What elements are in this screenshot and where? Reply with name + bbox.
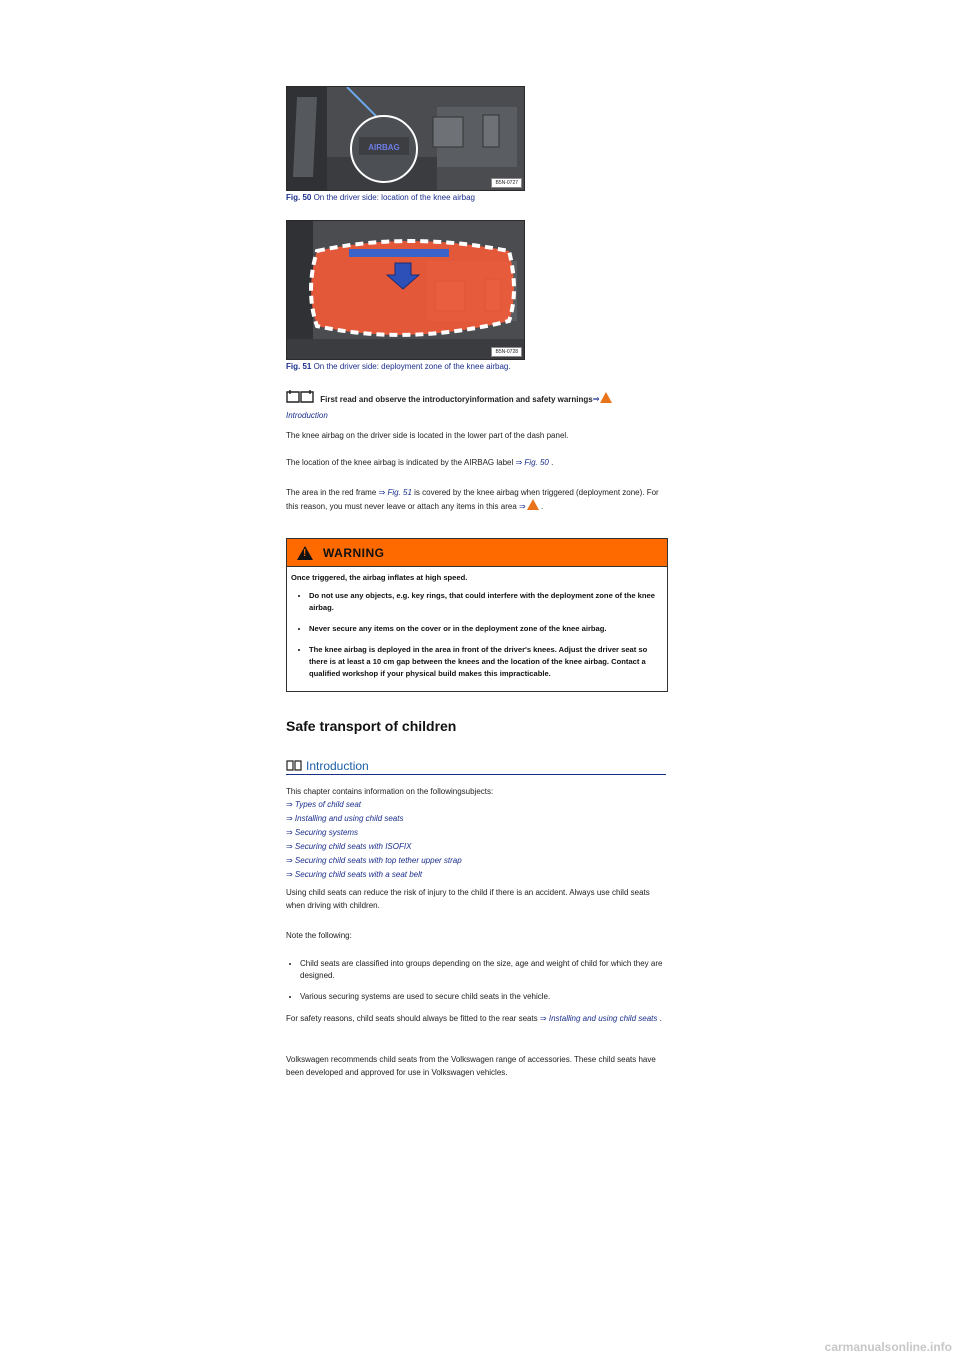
subject-links xyxy=(286,798,668,882)
paragraph-3-arrow[interactable]: ⇒ xyxy=(519,502,526,511)
introduction-link[interactable]: Introduction xyxy=(286,411,328,420)
chapter-subjects xyxy=(286,786,668,882)
warning-lead: Once triggered, the airbag inflates at high speed. xyxy=(291,573,468,582)
paragraph-location xyxy=(286,429,668,442)
figure-50-image xyxy=(286,86,525,191)
paragraph-label xyxy=(286,456,668,469)
paragraph-use-child-seats xyxy=(286,886,668,912)
paragraph-3-text: The area in the red frame xyxy=(286,488,377,497)
footer-watermark: carmanualsonline.info xyxy=(824,1340,952,1354)
warning-list xyxy=(291,590,661,680)
link-isofix[interactable]: ⇒ Securing child seats with ISOFIX xyxy=(286,842,412,851)
figure-50-number: Fig. 50 xyxy=(286,193,312,202)
paragraph-use: Using child seats can reduce the risk of injury to the child if there is an accident. Always use child seats when driving with children. xyxy=(286,888,650,910)
paragraph-deployment xyxy=(286,486,668,513)
fig-50-link[interactable]: ⇒ Fig. 50 xyxy=(515,458,549,467)
warning-body xyxy=(287,567,667,680)
warning-triangle-icon[interactable] xyxy=(527,499,539,510)
paragraph-vw-text: Volkswagen recommends child seats from the Volkswagen range of accessories. These child seats have been developed and approved for use in Volkswagen vehicles. xyxy=(286,1055,656,1077)
warning-box xyxy=(286,538,668,692)
warning-icon xyxy=(297,546,313,560)
paragraph-volkswagen xyxy=(286,1053,668,1079)
paragraph-rear-text: For safety reasons, child seats should always be fitted to the rear seats xyxy=(286,1014,538,1023)
figure-50-caption-text: On the driver side: location of the knee airbag xyxy=(313,193,476,202)
read-first-text: First read and observe the introductoryinformation and safety warnings xyxy=(320,394,593,404)
fig-51-link[interactable]: ⇒ Fig. 51 xyxy=(378,488,412,497)
figure-50-caption xyxy=(286,193,475,202)
warning-item: • Do not use any objects, e.g. key rings, that could interfere with the deployment zone of the knee airbag. xyxy=(309,590,661,614)
paragraph-1: The knee airbag on the driver side is located in the lower part of the dash panel. xyxy=(286,431,569,440)
warning-item: • The knee airbag is deployed in the area in front of the driver's knees. Adjust the driver seat so there is at least a 10 cm gap between the knees and the location of the knee airbag. Contact a qualified workshop if your physical build makes this impracticable. xyxy=(309,644,661,680)
read-first-arrow[interactable]: ⇒ xyxy=(592,394,600,404)
introduction-heading-text: Introduction xyxy=(306,759,369,773)
book-icon xyxy=(286,759,302,774)
link-seat-belt[interactable]: ⇒ Securing child seats with a seat belt xyxy=(286,870,423,879)
paragraph-2-end: . xyxy=(551,458,554,467)
figure-51-code: B5N-0728 xyxy=(491,347,522,357)
section-title: Safe transport of children xyxy=(286,718,457,734)
link-installing-and-using[interactable]: ⇒ Installing and using child seats xyxy=(539,1014,658,1023)
chapter-text: This chapter contains information on the followingsubjects: xyxy=(286,787,494,796)
paragraph-3-end: . xyxy=(540,502,544,511)
bullet-list xyxy=(286,958,668,1012)
link-securing-systems[interactable]: ⇒ Securing systems xyxy=(286,828,359,837)
figure-51-caption-text: On the driver side: deployment zone of the knee airbag. xyxy=(313,362,511,371)
paragraph-3-mid: is covered by the knee airbag when triggered (deployment zone). For this reason, you must never leave or attach any items in this area xyxy=(286,488,659,511)
paragraph-note xyxy=(286,929,668,942)
link-top-tether[interactable]: ⇒ Securing child seats with top tether upper strap xyxy=(286,856,462,865)
introduction-heading xyxy=(286,758,666,775)
figure-51-number: Fig. 51 xyxy=(286,362,312,371)
bullet-item: • Various securing systems are used to secure child seats in the vehicle. xyxy=(300,991,668,1003)
warning-item: • Never secure any items on the cover or in the deployment zone of the knee airbag. xyxy=(309,623,661,635)
figure-50-code: B5N-0727 xyxy=(491,178,522,188)
figure-51-image xyxy=(286,220,525,360)
warning-title: WARNING xyxy=(323,545,385,560)
link-types-of-child-seat[interactable]: ⇒ Types of child seat xyxy=(286,800,362,809)
warning-header xyxy=(287,539,667,567)
warning-triangle-icon[interactable] xyxy=(600,392,612,403)
bullet-item: • Child seats are classified into groups depending on the size, age and weight of child for which they are designed. xyxy=(300,958,668,982)
paragraph-2-text: The location of the knee airbag is indicated by the AIRBAG label xyxy=(286,458,514,467)
book-icon xyxy=(286,390,314,409)
link-installing-child-seats[interactable]: ⇒ Installing and using child seats xyxy=(286,814,404,823)
paragraph-note-text: Note the following: xyxy=(286,931,352,940)
paragraph-rear-end: . xyxy=(659,1014,662,1023)
read-first-notice xyxy=(286,390,668,422)
airbag-label-text: AIRBAG xyxy=(368,143,400,152)
paragraph-rear-seats xyxy=(286,1012,668,1025)
figure-51-caption xyxy=(286,362,511,371)
